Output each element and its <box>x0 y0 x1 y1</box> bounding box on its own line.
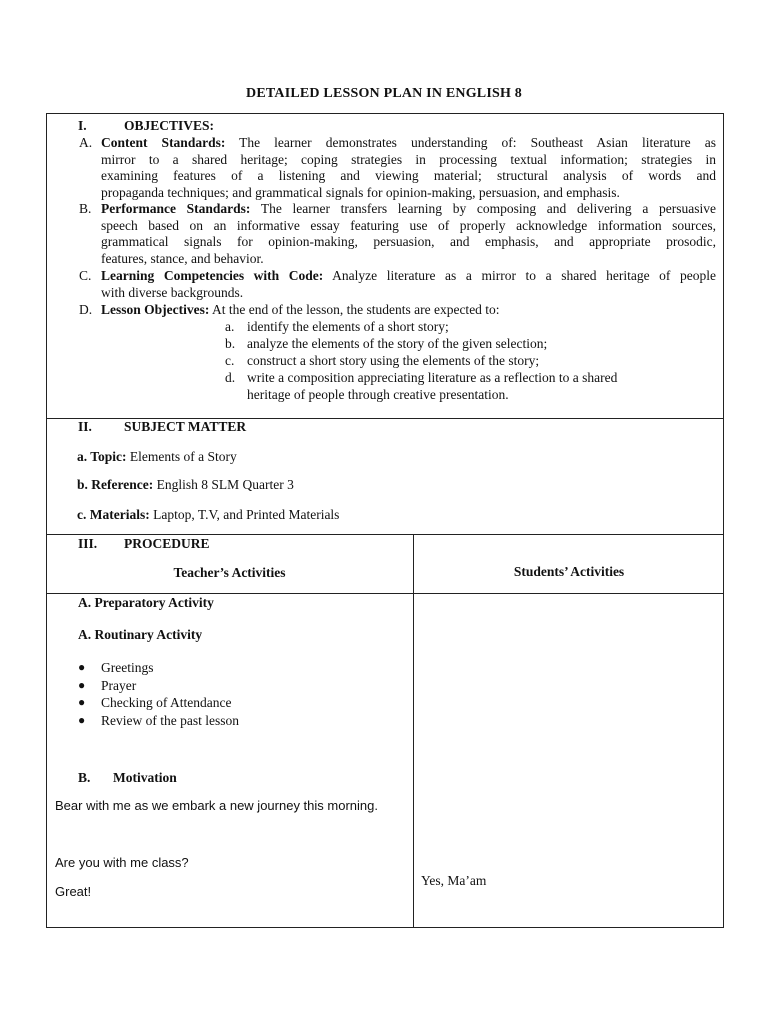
lesson-objectives <box>101 302 500 318</box>
bullet-icon: ● <box>78 695 86 709</box>
routine-item: Prayer <box>101 678 137 693</box>
procedure-numeral: III. <box>78 536 98 551</box>
topic-value: Elements of a Story <box>129 449 237 464</box>
materials-label: c. Materials: <box>77 507 150 522</box>
reference-row <box>77 477 294 493</box>
topic-row <box>77 449 237 465</box>
performance-standards-line: The learner transfers learning by composing and delivering a persuasive <box>260 201 716 216</box>
materials-row <box>77 507 339 523</box>
objectives-heading: OBJECTIVES: <box>124 118 215 133</box>
performance-standards-letter: B. <box>79 201 92 216</box>
objective-item-letter: a. <box>225 319 235 334</box>
subject-matter-heading: SUBJECT MATTER <box>124 419 247 434</box>
teacher-activities-header: Teacher’s Activities <box>173 565 286 580</box>
procedure-heading: PROCEDURE <box>124 536 210 551</box>
content-standards-label: Content Standards: <box>101 135 226 150</box>
content-standards-line: examining features of a listening and viewing material; structural analysis of words and <box>101 168 716 183</box>
content-standards-line: The learner demonstrates understanding of: Southeast Asian literature as <box>239 135 716 150</box>
content-standards-line: mirror to a shared heritage; coping strategies in processing textual information; strategies in <box>101 151 716 167</box>
objective-item-continuation: heritage of people through creative presentation. <box>247 387 509 402</box>
objective-item-letter: b. <box>225 336 236 351</box>
materials-value: Laptop, T.V, and Printed Materials <box>153 507 340 522</box>
bullet-icon: ● <box>78 660 86 674</box>
bullet-icon: ● <box>78 678 86 692</box>
document-title: DETAILED LESSON PLAN IN ENGLISH 8 <box>246 86 522 101</box>
motivation-letter: B. <box>78 770 91 785</box>
competencies-line: with diverse backgrounds. <box>101 284 244 300</box>
competencies-label: Learning Competencies with Code: <box>101 268 324 283</box>
objective-item: identify the elements of a short story; <box>247 319 449 334</box>
preparatory-activity: A. Preparatory Activity <box>78 595 214 610</box>
performance-standards-line: speech based on an informative essay featuring use of properly acknowledge information sources, <box>101 217 716 233</box>
motivation-heading: Motivation <box>113 770 177 785</box>
bullet-icon: ● <box>78 713 86 727</box>
competencies-letter: C. <box>79 268 92 283</box>
content-standards <box>101 135 716 201</box>
performance-standards <box>101 201 716 267</box>
student-reply: Yes, Ma’am <box>421 873 487 888</box>
topic-label: a. Topic: <box>77 449 127 464</box>
routinary-activity: A. Routinary Activity <box>78 627 203 642</box>
routine-item: Greetings <box>101 660 154 675</box>
lesson-objectives-label: Lesson Objectives: <box>101 302 210 317</box>
routine-item: Review of the past lesson <box>101 713 239 728</box>
objective-item-letter: d. <box>225 370 236 385</box>
routine-item: Checking of Attendance <box>101 695 232 710</box>
teacher-line: Great! <box>55 884 92 899</box>
objective-item-letter: c. <box>225 353 235 368</box>
subject-matter-numeral: II. <box>78 419 92 434</box>
content-standards-line: propaganda techniques; and grammatical signals for opinion-making, persuasion, and emphasis. <box>101 184 620 200</box>
objective-item: construct a short story using the elements of the story; <box>247 353 540 368</box>
divider-subject-matter <box>46 534 724 535</box>
lesson-objectives-letter: D. <box>79 302 93 317</box>
students-activities-header: Students’ Activities <box>513 564 625 579</box>
performance-standards-label: Performance Standards: <box>101 201 251 216</box>
teacher-line: Are you with me class? <box>55 855 189 870</box>
column-divider <box>413 534 414 928</box>
content-standards-letter: A. <box>79 135 93 150</box>
lesson-objectives-intro: At the end of the lesson, the students are expected to: <box>212 302 500 317</box>
reference-value: English 8 SLM Quarter 3 <box>156 477 294 492</box>
divider-procedure-header <box>46 593 724 594</box>
objective-item: analyze the elements of the story of the given selection; <box>247 336 548 351</box>
objective-item: write a composition appreciating literature as a reflection to a shared <box>247 370 618 385</box>
reference-label: b. Reference: <box>77 477 154 492</box>
performance-standards-line: grammatical signals for opinion-making, persuasion, and emphasis, and appropriate prosodic, <box>101 234 716 249</box>
objectives-numeral: I. <box>78 118 87 133</box>
competencies-line: Analyze literature as a mirror to a shared heritage of people <box>332 268 716 283</box>
performance-standards-line: features, stance, and behavior. <box>101 250 264 266</box>
teacher-line: Bear with me as we embark a new journey this morning. <box>55 798 378 813</box>
learning-competencies <box>101 268 716 301</box>
